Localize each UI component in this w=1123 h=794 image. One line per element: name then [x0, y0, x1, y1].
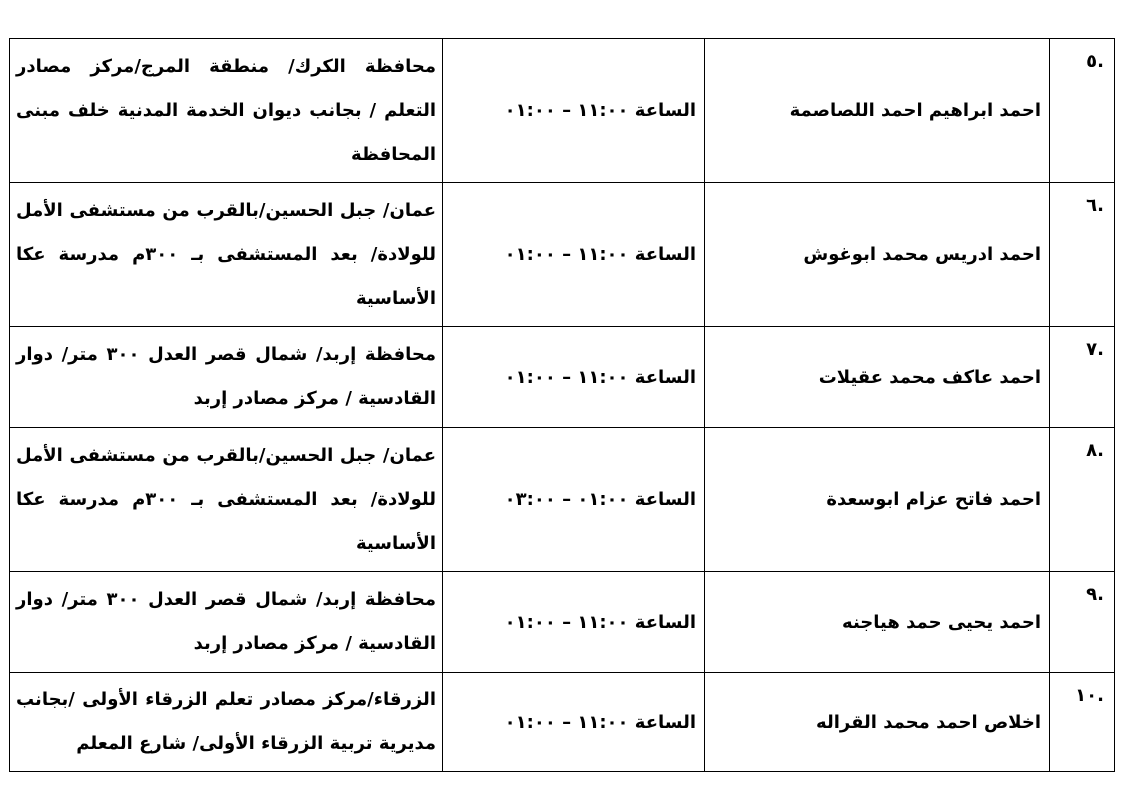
time-slot: الساعة ٠١:٠٠ – ٠٣:٠٠	[443, 428, 705, 572]
person-name: احمد عاكف محمد عقيلات	[705, 327, 1050, 428]
address: عمان/ جبل الحسين/بالقرب من مستشفى الأمل للولادة/ بعد المستشفى بـ ٣٠٠م مدرسة عكا الأساسية	[10, 183, 443, 327]
table-row	[10, 327, 1115, 428]
row-number: .١٠	[1050, 673, 1115, 772]
row-number: .٩	[1050, 572, 1115, 673]
table-row	[10, 428, 1115, 572]
person-name: اخلاص احمد محمد القراله	[705, 673, 1050, 772]
time-slot: الساعة ١١:٠٠ – ٠١:٠٠	[443, 673, 705, 772]
address: محافظة إربد/ شمال قصر العدل ٣٠٠ متر/ دوار القادسية / مركز مصادر إربد	[10, 327, 443, 428]
table-row	[10, 183, 1115, 327]
address: عمان/ جبل الحسين/بالقرب من مستشفى الأمل للولادة/ بعد المستشفى بـ ٣٠٠م مدرسة عكا الأساسية	[10, 428, 443, 572]
row-number: .٧	[1050, 327, 1115, 428]
person-name: احمد يحيى حمد هياجنه	[705, 572, 1050, 673]
address: محافظة الكرك/ منطقة المرج/مركز مصادر التعلم / بجانب ديوان الخدمة المدنية خلف مبنى المحافظة	[10, 39, 443, 183]
person-name: احمد فاتح عزام ابوسعدة	[705, 428, 1050, 572]
table-row	[10, 572, 1115, 673]
row-number: .٨	[1050, 428, 1115, 572]
person-name: احمد ادريس محمد ابوغوش	[705, 183, 1050, 327]
time-slot: الساعة ١١:٠٠ – ٠١:٠٠	[443, 572, 705, 673]
address: محافظة إربد/ شمال قصر العدل ٣٠٠ متر/ دوار القادسية / مركز مصادر إربد	[10, 572, 443, 673]
schedule-table	[9, 38, 1115, 772]
row-number: .٦	[1050, 183, 1115, 327]
address: الزرقاء/مركز مصادر تعلم الزرقاء الأولى /بجانب مديرية تربية الزرقاء الأولى/ شارع المعلم	[10, 673, 443, 772]
time-slot: الساعة ١١:٠٠ – ٠١:٠٠	[443, 183, 705, 327]
table-row	[10, 39, 1115, 183]
time-slot: الساعة ١١:٠٠ – ٠١:٠٠	[443, 327, 705, 428]
time-slot: الساعة ١١:٠٠ – ٠١:٠٠	[443, 39, 705, 183]
person-name: احمد ابراهيم احمد اللصاصمة	[705, 39, 1050, 183]
row-number: .٥	[1050, 39, 1115, 183]
table-row	[10, 673, 1115, 772]
